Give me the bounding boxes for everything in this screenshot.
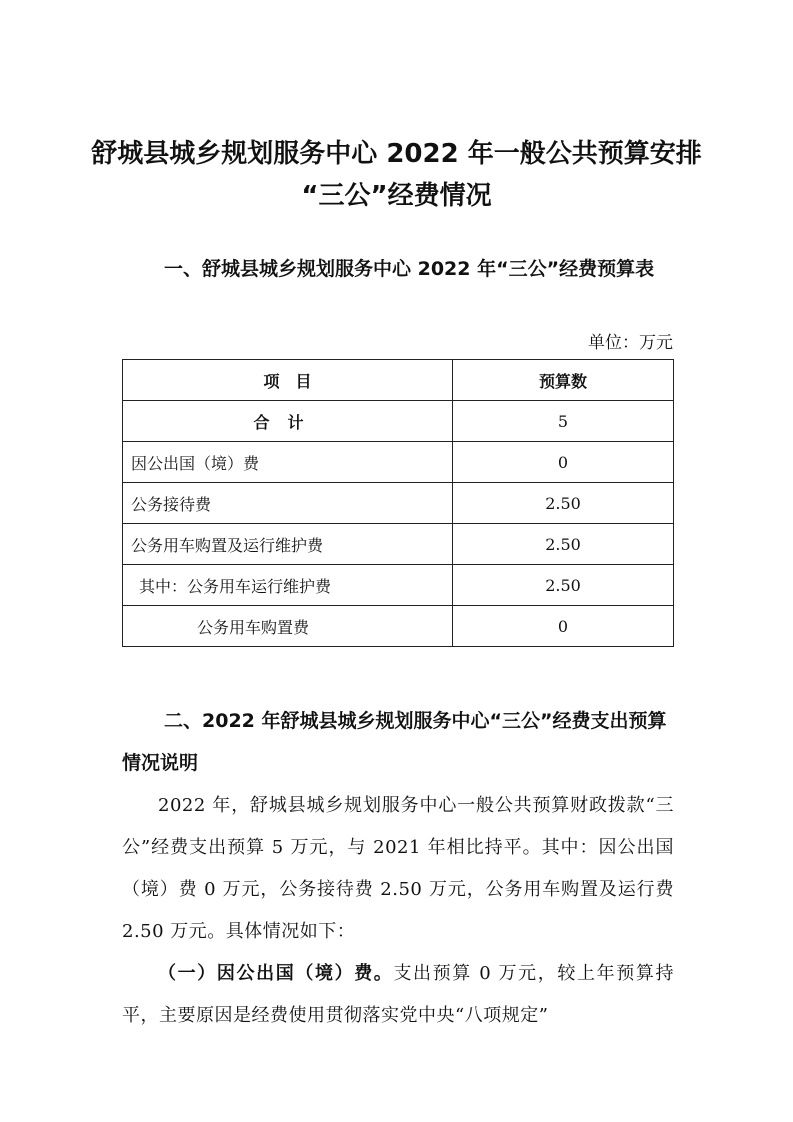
row-value: 2.50 bbox=[453, 524, 674, 565]
paragraph-2 bbox=[122, 953, 674, 1037]
total-label: 合计 bbox=[123, 401, 453, 442]
table-row bbox=[123, 524, 674, 565]
row-label: 其中：公务用车运行维护费 bbox=[123, 565, 453, 606]
table-row bbox=[123, 483, 674, 524]
section2-heading-text: 二、2022 年舒城县城乡规划服务中心“三公”经费支出预算情况说明 bbox=[122, 710, 667, 774]
header-value: 预算数 bbox=[453, 360, 674, 401]
row-value: 2.50 bbox=[453, 565, 674, 606]
row-label: 公务用车购置及运行维护费 bbox=[123, 524, 453, 565]
document-title-line1: 舒城县城乡规划服务中心 2022 年一般公共预算安排 bbox=[91, 139, 702, 169]
row-value: 0 bbox=[453, 606, 674, 647]
total-value: 5 bbox=[453, 401, 674, 442]
header-item: 项 目 bbox=[123, 360, 453, 401]
section1-heading bbox=[122, 248, 674, 290]
table-row bbox=[123, 565, 674, 606]
table-row bbox=[123, 442, 674, 483]
section1-heading-text: 一、舒城县城乡规划服务中心 2022 年“三公”经费预算表 bbox=[164, 258, 655, 280]
paragraph-1: 2022 年，舒城县城乡规划服务中心一般公共预算财政拨款“三公”经费支出预算 5 万元，与 2021 年相比持平。其中：因公出国（境）费 0 万元，公务接待费 2.50 万元，公务用车购置及运行费 2.50 万元。具体情况如下： bbox=[122, 795, 674, 942]
row-label: 公务用车购置费 bbox=[123, 606, 453, 647]
paragraph-2-text: 支出预算 0 万元，较上年预算持平，主要原因是经费使用贯彻落实党中央“八项规定” bbox=[122, 963, 674, 1026]
row-value: 2.50 bbox=[453, 483, 674, 524]
row-value: 0 bbox=[453, 442, 674, 483]
budget-table bbox=[122, 359, 674, 647]
table-row bbox=[123, 606, 674, 647]
table-total-row bbox=[123, 401, 674, 442]
row-label: 因公出国（境）费 bbox=[123, 442, 453, 483]
unit-label: 单位：万元 bbox=[588, 333, 673, 353]
row-label: 公务接待费 bbox=[123, 483, 453, 524]
paragraph-2-heading: （一）因公出国（境）费。 bbox=[158, 963, 394, 984]
document-title-line2: “三公”经费情况 bbox=[301, 181, 492, 211]
table-header-row bbox=[123, 360, 674, 401]
section2-heading bbox=[122, 700, 674, 784]
